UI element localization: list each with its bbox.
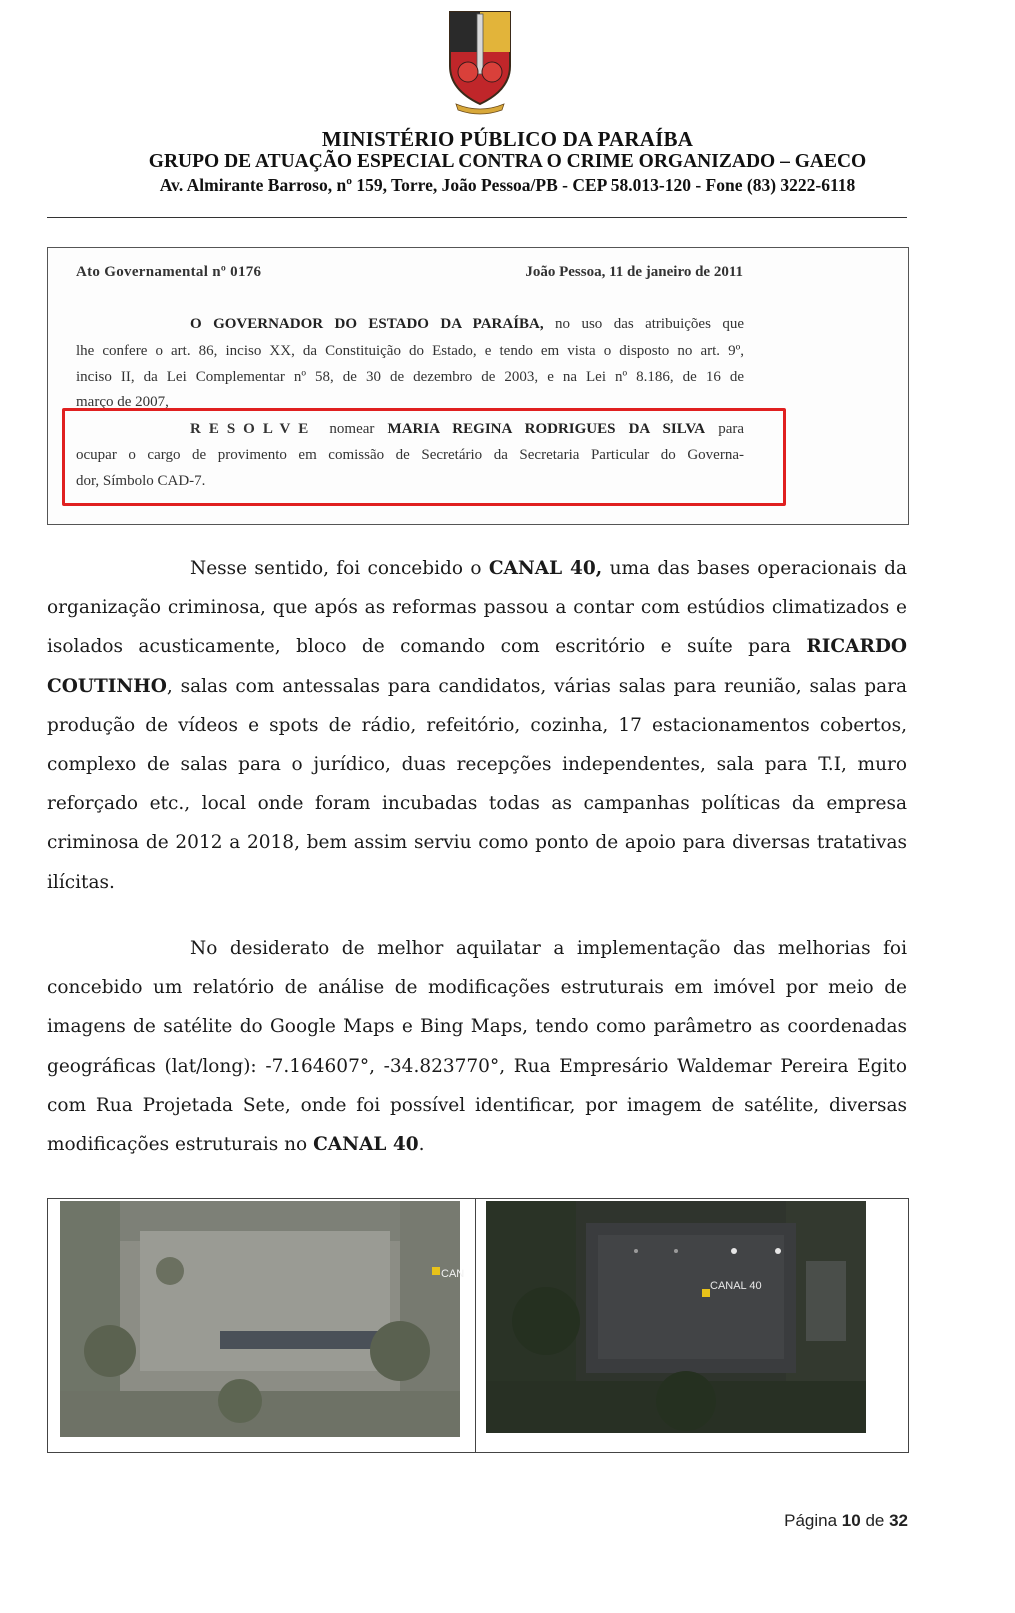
decree-line: março de 2007,: [76, 394, 169, 410]
paragraph-satellite-analysis: No desiderato de melhor aquilatar a implementação das melhorias foi concebido um relatório de análise de modificações estruturais em imóvel por meio de imagens de satélite do Google Maps e Bing Maps, tendo como parâmetro as coordenadas geográficas (lat/long): -7.164607°, -34.823770°, Rua Empresário Waldemar Pereira Egito com Rua Projetada Sete, onde foi possível identificar, por imagem de satélite, diversas modificações estruturais no CANAL 40.: [47, 938, 907, 1156]
decree-date: João Pessoa, 11 de janeiro de 2011: [525, 264, 743, 280]
satellite-image-before-graphic: [60, 1201, 460, 1437]
satellite-image-table: [47, 1198, 909, 1453]
decree-line: O GOVERNADOR DO ESTADO DA PARAÍBA, no uso das atribuições que: [190, 316, 744, 332]
decree-line: dor, Símbolo CAD-7.: [76, 473, 206, 489]
page-number: Página 10 de 32: [784, 1511, 908, 1530]
paragraph-canal40: Nesse sentido, foi concebido o CANAL 40, uma das bases operacionais da organização criminosa, que após as reformas passou a contar com estúdios climatizados e isolados acusticamente, bloco de comando com escritório e suíte para RICARDO COUTINHO, salas com antessalas para candidatos, várias salas para reunião, salas para produção de vídeos e spots de rádio, refeitório, cozinha, 17 estacionamentos cobertos, complexo de salas para o jurídico, duas recepções independentes, sala para T.I, muro reforçado etc., local onde foram incubadas todas as campanhas políticas da empresa criminosa de 2012 a 2018, bem assim serviu como ponto de apoio para diversas tratativas ilícitas.: [47, 558, 908, 893]
decree-line: ocupar o cargo de provimento em comissão de Secretário da Secretaria Particular do Governa-: [76, 447, 744, 463]
satellite-image-before: [60, 1201, 465, 1437]
header-divider: [47, 217, 907, 218]
decree-act-number: Ato Governamental nº 0176: [76, 264, 262, 280]
red-highlight-box: [62, 408, 786, 506]
decree-excerpt: [47, 247, 909, 525]
decree-line: inciso II, da Lei Complementar nº 58, de 30 de dezembro de 2003, e na Lei nº 8.186, de 16 de: [76, 369, 744, 385]
satellite-image-after-graphic: [486, 1201, 866, 1433]
header-institution: MINISTÉRIO PÚBLICO DA PARAÍBA: [321, 127, 694, 151]
satellite-pin-label: CANAL 40: [710, 1280, 762, 1292]
decree-line: RESOLVE nomear MARIA REGINA RODRIGUES DA SILVA para: [190, 421, 745, 437]
coat-of-arms-emblem: [446, 8, 514, 112]
satellite-image-after: [486, 1201, 866, 1433]
header-group: GRUPO DE ATUAÇÃO ESPECIAL CONTRA O CRIME ORGANIZADO – GAECO: [148, 151, 867, 172]
header-address: Av. Almirante Barroso, nº 159, Torre, João Pessoa/PB - CEP 58.013-120 - Fone (83) 3222-6118: [159, 175, 856, 195]
image-table-divider: [475, 1199, 476, 1452]
decree-line: lhe confere o art. 86, inciso XX, da Constituição do Estado, e tendo em vista o disposto no art. 9º,: [76, 343, 744, 359]
satellite-pin-label: CAN: [441, 1268, 465, 1280]
